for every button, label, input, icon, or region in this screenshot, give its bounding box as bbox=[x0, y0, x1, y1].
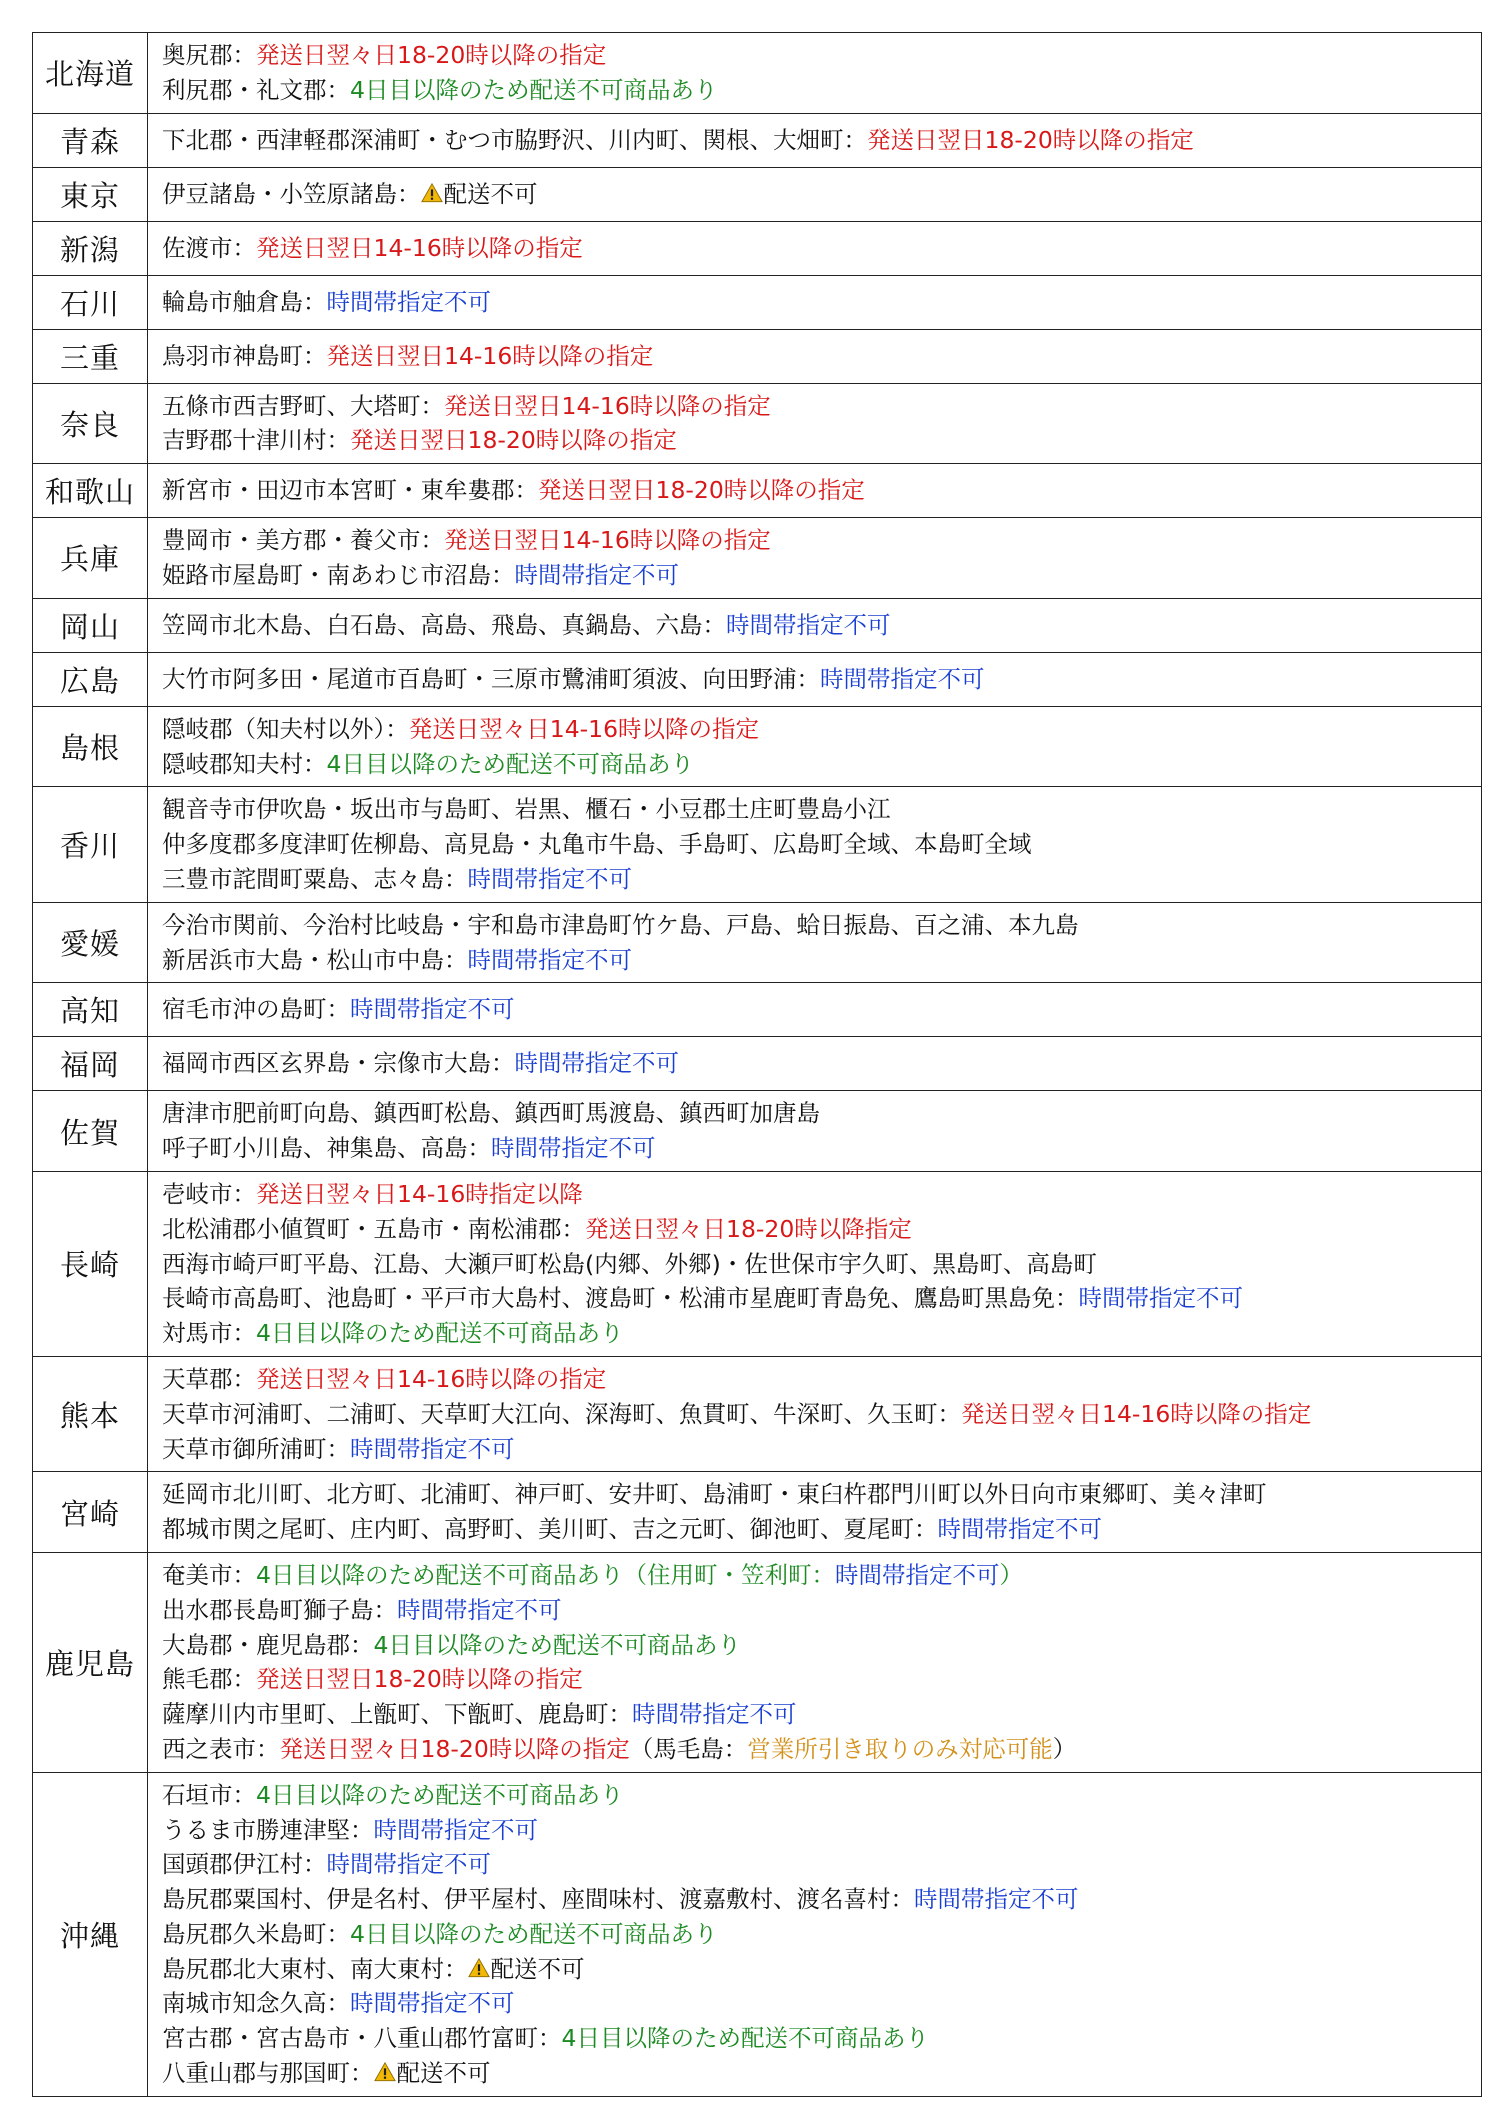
detail-segment: 伊豆諸島・小笠原諸島： bbox=[162, 179, 421, 208]
details-cell bbox=[148, 518, 1482, 599]
table-row bbox=[33, 1472, 1482, 1553]
details-cell bbox=[148, 706, 1482, 787]
detail-segment: 天草郡： bbox=[162, 1364, 256, 1393]
detail-segment: 新居浜市大島・松山市中島： bbox=[162, 945, 468, 974]
detail-segment: 4日目以降のため配送不可商品あり bbox=[256, 1780, 624, 1809]
detail-segment: 下北郡・西津軽郡深浦町・むつ市脇野沢、川内町、関根、大畑町： bbox=[162, 125, 867, 154]
table-row bbox=[33, 167, 1482, 221]
detail-line bbox=[162, 1593, 1469, 1628]
detail-segment: 鳥羽市神島町： bbox=[162, 341, 327, 370]
detail-segment: 4日目以降のため配送不可商品あり bbox=[326, 749, 694, 778]
detail-line bbox=[162, 943, 1469, 978]
table-row bbox=[33, 275, 1482, 329]
table-row bbox=[33, 464, 1482, 518]
detail-segment: 発送日翌日18-20時以降の指定 bbox=[350, 426, 677, 455]
detail-segment: 時間帯指定不可 bbox=[467, 945, 632, 974]
detail-segment: 時間帯指定不可 bbox=[514, 560, 679, 589]
detail-line bbox=[162, 827, 1469, 862]
detail-line bbox=[162, 792, 1469, 827]
prefecture-cell: 東京 bbox=[33, 167, 148, 221]
table-row bbox=[33, 652, 1482, 706]
detail-line bbox=[162, 1986, 1469, 2021]
detail-segment: 発送日翌日14-16時以降の指定 bbox=[444, 391, 771, 420]
detail-segment: 新宮市・田辺市本宮町・東牟婁郡： bbox=[162, 476, 538, 505]
details-cell bbox=[148, 275, 1482, 329]
table-body bbox=[33, 33, 1482, 2097]
delivery-restrictions-table bbox=[32, 32, 1482, 2097]
prefecture-cell: 青森 bbox=[33, 113, 148, 167]
detail-segment: 4日目以降のため配送不可商品あり bbox=[350, 1919, 718, 1948]
detail-segment: 観音寺市伊吹島・坂出市与島町、岩黒、櫃石・小豆郡土庄町豊島小江 bbox=[162, 795, 891, 824]
table-row bbox=[33, 1091, 1482, 1172]
prefecture-cell: 島根 bbox=[33, 706, 148, 787]
detail-line bbox=[162, 1882, 1469, 1917]
detail-segment: 出水郡長島町獅子島： bbox=[162, 1595, 397, 1624]
detail-segment: 発送日翌々日14-16時指定以降 bbox=[256, 1179, 583, 1208]
detail-line bbox=[162, 38, 1469, 73]
detail-line bbox=[162, 1778, 1469, 1813]
details-cell bbox=[148, 113, 1482, 167]
detail-segment: 天草市御所浦町： bbox=[162, 1434, 350, 1463]
detail-segment: 時間帯指定不可 bbox=[326, 287, 491, 316]
detail-segment: 西之表市： bbox=[162, 1734, 280, 1763]
detail-segment: 島尻郡久米島町： bbox=[162, 1919, 350, 1948]
detail-line bbox=[162, 285, 1469, 320]
detail-segment: 北松浦郡小値賀町・五島市・南松浦郡： bbox=[162, 1214, 585, 1243]
detail-line bbox=[162, 608, 1469, 643]
prefecture-cell: 宮崎 bbox=[33, 1472, 148, 1553]
table-row bbox=[33, 1552, 1482, 1772]
detail-line bbox=[162, 1662, 1469, 1697]
detail-line bbox=[162, 1096, 1469, 1131]
detail-line bbox=[162, 423, 1469, 458]
prefecture-cell: 高知 bbox=[33, 983, 148, 1037]
table-row bbox=[33, 1772, 1482, 2096]
prefecture-cell: 沖縄 bbox=[33, 1772, 148, 2096]
detail-segment: 発送日翌日18-20時以降の指定 bbox=[256, 1665, 583, 1694]
detail-line bbox=[162, 231, 1469, 266]
detail-segment: 隠岐郡（知夫村以外）： bbox=[162, 714, 409, 743]
details-cell bbox=[148, 1772, 1482, 2096]
detail-segment: 4日目以降のため配送不可商品あり bbox=[256, 1319, 624, 1348]
detail-segment: 発送日翌々日14-16時以降の指定 bbox=[961, 1399, 1312, 1428]
detail-segment: 三豊市詫間町粟島、志々島： bbox=[162, 864, 468, 893]
detail-segment: 時間帯指定不可 bbox=[350, 1989, 515, 2018]
detail-segment: 発送日翌日14-16時以降の指定 bbox=[444, 526, 771, 555]
detail-segment: 姫路市屋島町・南あわじ市沼島： bbox=[162, 560, 515, 589]
detail-line bbox=[162, 1697, 1469, 1732]
detail-segment: 時間帯指定不可 bbox=[397, 1595, 562, 1624]
detail-line bbox=[162, 389, 1469, 424]
table-row bbox=[33, 902, 1482, 983]
detail-line bbox=[162, 908, 1469, 943]
prefecture-cell: 奈良 bbox=[33, 383, 148, 464]
detail-line bbox=[162, 1281, 1469, 1316]
detail-segment: 南城市知念久高： bbox=[162, 1989, 350, 2018]
detail-segment: 発送日翌日14-16時以降の指定 bbox=[256, 233, 583, 262]
detail-segment: 長崎市高島町、池島町・平戸市大島村、渡島町・松浦市星鹿町青島免、鷹島町黒島免： bbox=[162, 1284, 1079, 1313]
detail-segment: 発送日翌々日14-16時以降の指定 bbox=[408, 714, 760, 743]
detail-line bbox=[162, 473, 1469, 508]
detail-line bbox=[162, 523, 1469, 558]
detail-segment: 時間帯指定不可 bbox=[514, 1049, 679, 1078]
detail-segment: 時間帯指定不可 bbox=[726, 610, 891, 639]
prefecture-cell: 福岡 bbox=[33, 1037, 148, 1091]
warning-icon bbox=[468, 1954, 490, 1976]
detail-line bbox=[162, 339, 1469, 374]
prefecture-cell: 新潟 bbox=[33, 221, 148, 275]
detail-segment: 発送日翌日18-20時以降の指定 bbox=[867, 125, 1194, 154]
detail-segment: 発送日翌々日18-20時以降の指定 bbox=[256, 41, 607, 69]
detail-segment: 熊毛郡： bbox=[162, 1665, 256, 1694]
detail-segment: 仲多度郡多度津町佐柳島、高見島・丸亀市牛島、手島町、広島町全域、本島町全域 bbox=[162, 830, 1032, 859]
warning-icon bbox=[421, 179, 443, 201]
detail-line bbox=[162, 1177, 1469, 1212]
detail-segment: 利尻郡・礼文郡： bbox=[162, 75, 350, 104]
detail-segment: 時間帯指定不可 bbox=[820, 664, 985, 693]
detail-segment: 五條市西吉野町、大塔町： bbox=[162, 391, 444, 420]
table-row bbox=[33, 787, 1482, 902]
table-row bbox=[33, 1171, 1482, 1356]
detail-line bbox=[162, 1316, 1469, 1351]
detail-segment: 天草市河浦町、二浦町、天草町大江向、深海町、魚貫町、牛深町、久玉町： bbox=[162, 1399, 961, 1428]
detail-segment: 時間帯指定不可 bbox=[467, 864, 632, 893]
detail-line bbox=[162, 1397, 1469, 1432]
detail-segment: 西海市崎戸町平島、江島、大瀬戸町松島(内郷、外郷)・佐世保市宇久町、黒島町、高島町 bbox=[162, 1249, 1097, 1278]
details-cell bbox=[148, 1472, 1482, 1553]
detail-segment: 壱岐市： bbox=[162, 1179, 256, 1208]
details-cell bbox=[148, 983, 1482, 1037]
table-row bbox=[33, 598, 1482, 652]
detail-segment: （馬毛島： bbox=[629, 1734, 748, 1763]
detail-segment: 配送不可 bbox=[396, 2059, 491, 2088]
prefecture-cell: 佐賀 bbox=[33, 1091, 148, 1172]
table-row bbox=[33, 1037, 1482, 1091]
detail-segment: 宿毛市沖の島町： bbox=[162, 995, 350, 1024]
details-cell bbox=[148, 167, 1482, 221]
detail-line bbox=[162, 1732, 1469, 1767]
prefecture-cell: 広島 bbox=[33, 652, 148, 706]
details-cell bbox=[148, 1171, 1482, 1356]
details-cell bbox=[148, 383, 1482, 464]
detail-segment: ） bbox=[999, 1560, 1023, 1589]
detail-segment: 都城市関之尾町、庄内町、高野町、美川町、吉之元町、御池町、夏尾町： bbox=[162, 1515, 938, 1544]
details-cell bbox=[148, 1037, 1482, 1091]
detail-segment: 発送日翌々日18-20時以降指定 bbox=[585, 1214, 912, 1243]
detail-segment: 時間帯指定不可 bbox=[350, 1434, 515, 1463]
details-cell bbox=[148, 1552, 1482, 1772]
prefecture-cell: 鹿児島 bbox=[33, 1552, 148, 1772]
detail-line bbox=[162, 1628, 1469, 1663]
detail-line bbox=[162, 1046, 1469, 1081]
details-cell bbox=[148, 598, 1482, 652]
detail-segment: 配送不可 bbox=[443, 179, 538, 208]
detail-segment: 石垣市： bbox=[162, 1780, 256, 1809]
detail-segment: 営業所引き取りのみ対応可能 bbox=[747, 1734, 1053, 1763]
details-cell bbox=[148, 33, 1482, 114]
detail-segment: 隠岐郡知夫村： bbox=[162, 749, 327, 778]
prefecture-cell: 兵庫 bbox=[33, 518, 148, 599]
prefecture-cell: 香川 bbox=[33, 787, 148, 902]
detail-segment: 4日目以降のため配送不可商品あり bbox=[373, 1630, 741, 1659]
table-row bbox=[33, 33, 1482, 114]
detail-line bbox=[162, 1512, 1469, 1547]
detail-line bbox=[162, 1847, 1469, 1882]
table-row bbox=[33, 706, 1482, 787]
detail-line bbox=[162, 1558, 1469, 1593]
detail-segment: 笠岡市北木島、白石島、高島、飛島、真鍋島、六島： bbox=[162, 610, 726, 639]
detail-segment: 吉野郡十津川村： bbox=[162, 426, 350, 455]
detail-segment: うるま市勝連津堅： bbox=[162, 1815, 374, 1844]
detail-segment: 国頭郡伊江村： bbox=[162, 1850, 327, 1879]
detail-segment: 薩摩川内市里町、上甑町、下甑町、鹿島町： bbox=[162, 1700, 632, 1729]
details-cell bbox=[148, 1356, 1482, 1471]
prefecture-cell: 三重 bbox=[33, 329, 148, 383]
details-cell bbox=[148, 787, 1482, 902]
prefecture-cell: 和歌山 bbox=[33, 464, 148, 518]
detail-line bbox=[162, 123, 1469, 158]
table-row bbox=[33, 383, 1482, 464]
delivery-restrictions-document bbox=[32, 32, 1482, 2097]
detail-segment: 発送日翌日18-20時以降の指定 bbox=[538, 476, 865, 505]
details-cell bbox=[148, 902, 1482, 983]
detail-segment: 対馬市： bbox=[162, 1319, 256, 1348]
table-row bbox=[33, 113, 1482, 167]
detail-line bbox=[162, 1917, 1469, 1952]
details-cell bbox=[148, 464, 1482, 518]
table-row bbox=[33, 518, 1482, 599]
detail-segment: 時間帯指定不可 bbox=[326, 1850, 491, 1879]
detail-segment: 発送日翌日14-16時以降の指定 bbox=[326, 341, 654, 370]
detail-segment: 発送日翌々日14-16時以降の指定 bbox=[256, 1364, 607, 1393]
detail-line bbox=[162, 1432, 1469, 1467]
detail-segment: 今治市関前、今治村比岐島・宇和島市津島町竹ケ島、戸島、蛤日振島、百之浦、本九島 bbox=[162, 910, 1079, 939]
detail-segment: 福岡市西区玄界島・宗像市大島： bbox=[162, 1049, 515, 1078]
detail-segment: 奥尻郡： bbox=[162, 41, 256, 69]
detail-segment: 4日目以降のため配送不可商品あり（住用町・笠利町： bbox=[256, 1560, 835, 1589]
detail-segment: 八重山郡与那国町： bbox=[162, 2059, 374, 2088]
details-cell bbox=[148, 652, 1482, 706]
detail-segment: 4日目以降のため配送不可商品あり bbox=[561, 2024, 929, 2053]
warning-icon bbox=[374, 2058, 396, 2080]
detail-segment: 延岡市北川町、北方町、北浦町、神戸町、安井町、島浦町・東臼杵郡門川町以外日向市東郷町、美々津町 bbox=[162, 1480, 1267, 1509]
detail-line bbox=[162, 1813, 1469, 1848]
detail-segment: 呼子町小川島、神集島、高島： bbox=[162, 1134, 491, 1163]
detail-line bbox=[162, 73, 1469, 108]
detail-line bbox=[162, 1477, 1469, 1512]
detail-segment: 唐津市肥前町向島、鎮西町松島、鎮西町馬渡島、鎮西町加唐島 bbox=[162, 1099, 820, 1128]
detail-line bbox=[162, 992, 1469, 1027]
table-row bbox=[33, 329, 1482, 383]
detail-line bbox=[162, 1212, 1469, 1247]
table-row bbox=[33, 983, 1482, 1037]
detail-line bbox=[162, 712, 1469, 747]
detail-line bbox=[162, 2021, 1469, 2056]
table-row bbox=[33, 221, 1482, 275]
detail-segment: 時間帯指定不可 bbox=[834, 1560, 1000, 1589]
prefecture-cell: 石川 bbox=[33, 275, 148, 329]
detail-segment: 4日目以降のため配送不可商品あり bbox=[350, 75, 718, 104]
detail-segment: 奄美市： bbox=[162, 1560, 256, 1589]
detail-line bbox=[162, 1362, 1469, 1397]
detail-line bbox=[162, 747, 1469, 782]
detail-segment: 島尻郡粟国村、伊是名村、伊平屋村、座間味村、渡嘉敷村、渡名喜村： bbox=[162, 1885, 914, 1914]
detail-segment: 輪島市舳倉島： bbox=[162, 287, 327, 316]
detail-line bbox=[162, 2056, 1469, 2091]
detail-line bbox=[162, 862, 1469, 897]
detail-segment: 豊岡市・美方郡・養父市： bbox=[162, 526, 444, 555]
details-cell bbox=[148, 1091, 1482, 1172]
detail-segment: ） bbox=[1052, 1734, 1077, 1763]
prefecture-cell: 北海道 bbox=[33, 33, 148, 114]
detail-segment: 時間帯指定不可 bbox=[491, 1134, 656, 1163]
details-cell bbox=[148, 329, 1482, 383]
prefecture-cell: 長崎 bbox=[33, 1171, 148, 1356]
detail-segment: 配送不可 bbox=[490, 1954, 585, 1983]
detail-segment: 大竹市阿多田・尾道市百島町・三原市鷺浦町須波、向田野浦： bbox=[162, 664, 820, 693]
detail-segment: 佐渡市： bbox=[162, 233, 256, 262]
table-row bbox=[33, 1356, 1482, 1471]
detail-segment: 時間帯指定不可 bbox=[937, 1515, 1102, 1544]
prefecture-cell: 熊本 bbox=[33, 1356, 148, 1471]
detail-line bbox=[162, 558, 1469, 593]
detail-segment: 島尻郡北大東村、南大東村： bbox=[162, 1954, 468, 1983]
detail-line bbox=[162, 1952, 1469, 1987]
detail-segment: 時間帯指定不可 bbox=[914, 1885, 1079, 1914]
detail-line bbox=[162, 1247, 1469, 1282]
detail-line bbox=[162, 177, 1469, 212]
detail-segment: 発送日翌々日18-20時以降の指定 bbox=[279, 1734, 630, 1763]
detail-segment: 時間帯指定不可 bbox=[373, 1815, 538, 1844]
detail-segment: 宮古郡・宮古島市・八重山郡竹富町： bbox=[162, 2024, 562, 2053]
detail-segment: 大島郡・鹿児島郡： bbox=[162, 1630, 374, 1659]
detail-segment: 時間帯指定不可 bbox=[632, 1700, 797, 1729]
details-cell bbox=[148, 221, 1482, 275]
detail-segment: 時間帯指定不可 bbox=[1078, 1284, 1243, 1313]
detail-line bbox=[162, 1131, 1469, 1166]
detail-segment: 時間帯指定不可 bbox=[350, 995, 515, 1024]
prefecture-cell: 岡山 bbox=[33, 598, 148, 652]
prefecture-cell: 愛媛 bbox=[33, 902, 148, 983]
detail-line bbox=[162, 662, 1469, 697]
